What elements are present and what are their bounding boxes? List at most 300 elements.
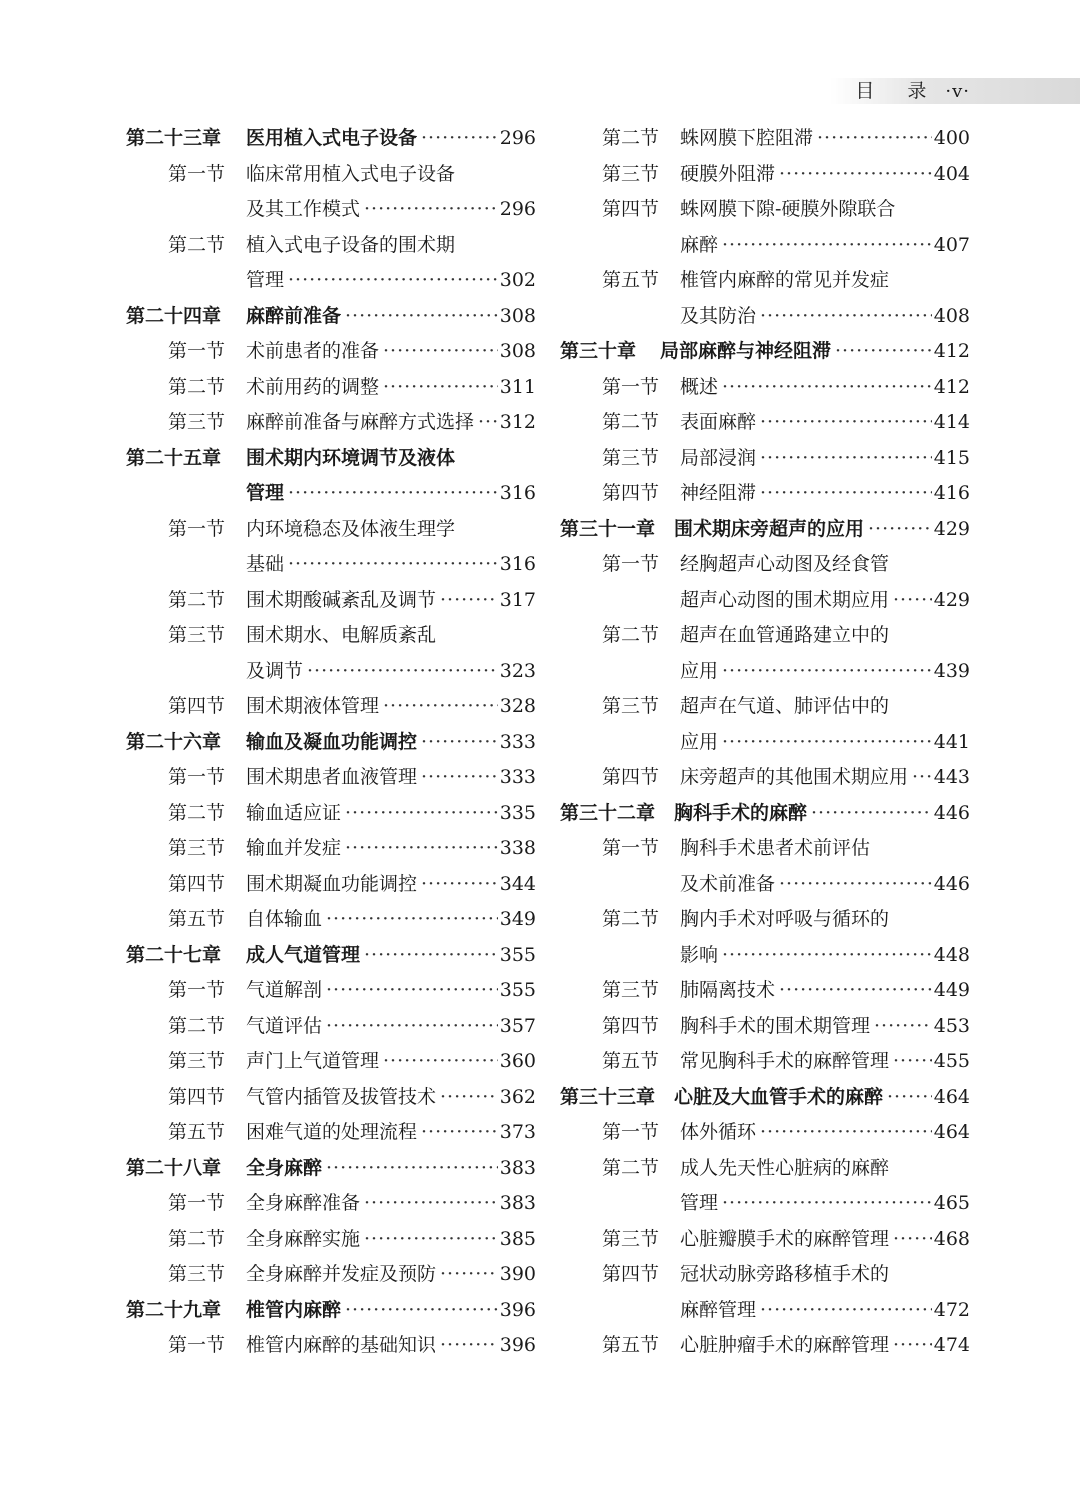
page-ref: 446 <box>933 801 970 824</box>
page-ref: 464 <box>933 1085 970 1108</box>
leader-dots <box>364 938 498 974</box>
toc-section-entry <box>560 1186 970 1222</box>
section-number: 第一节 <box>602 553 660 575</box>
toc-section-entry <box>126 192 536 228</box>
page-ref: 338 <box>499 837 536 859</box>
page-ref: 429 <box>933 588 970 611</box>
leader-dots <box>288 547 498 583</box>
leader-dots <box>893 1044 932 1080</box>
section-title: 麻醉管理 <box>680 1298 757 1321</box>
section-number: 第二节 <box>602 908 660 930</box>
chapter-number: 第二十五章 <box>126 446 222 469</box>
toc-section-entry <box>560 1328 970 1364</box>
section-number: 第三节 <box>602 446 660 469</box>
section-title: 影响 <box>680 943 719 966</box>
toc-section-entry <box>560 760 970 796</box>
leader-dots <box>364 1222 498 1258</box>
page-ref: 464 <box>933 1121 970 1143</box>
page-ref: 308 <box>499 304 536 327</box>
page-ref: 441 <box>933 730 970 753</box>
page-ref: 362 <box>499 1085 536 1108</box>
toc-section-entry <box>560 725 970 761</box>
section-title: 及调节 <box>246 659 304 682</box>
toc-section-entry <box>560 583 970 619</box>
page-ref: 400 <box>933 127 970 149</box>
section-number: 第一节 <box>168 1192 226 1214</box>
leader-dots <box>722 938 932 974</box>
running-header <box>855 78 970 104</box>
page-ref: 316 <box>499 553 536 575</box>
section-title: 气道解剖 <box>246 979 323 1001</box>
section-number: 第二节 <box>168 233 226 256</box>
leader-dots <box>760 405 932 441</box>
toc-section-entry <box>560 902 970 938</box>
section-number: 第一节 <box>602 1121 660 1143</box>
section-title: 自体输血 <box>246 908 323 930</box>
section-title: 神经阻滞 <box>680 482 757 504</box>
section-title: 围术期水、电解质紊乱 <box>246 624 437 646</box>
section-title: 蛛网膜下腔阻滞 <box>680 127 814 149</box>
chapter-number: 第三十二章 <box>560 801 656 824</box>
section-number: 第二节 <box>168 588 226 611</box>
section-title: 及其防治 <box>680 304 757 327</box>
section-title: 应用 <box>680 659 719 682</box>
section-number: 第一节 <box>168 1334 226 1356</box>
page-ref: 415 <box>933 446 970 469</box>
chapter-title: 输血及凝血功能调控 <box>246 730 418 753</box>
toc-section-entry <box>126 512 536 548</box>
section-title: 麻醉 <box>680 233 719 256</box>
section-number: 第五节 <box>602 1050 660 1072</box>
section-number: 第一节 <box>602 837 660 859</box>
page-ref: 360 <box>499 1050 536 1072</box>
section-title: 围术期酸碱紊乱及调节 <box>246 588 437 611</box>
page-ref: 465 <box>933 1192 970 1214</box>
toc-section-entry <box>126 1186 536 1222</box>
toc-section-entry <box>560 1044 970 1080</box>
chapter-title: 局部麻醉与神经阻滞 <box>660 340 832 362</box>
leader-dots <box>835 334 932 370</box>
chapter-number: 第二十八章 <box>126 1156 222 1179</box>
section-title: 椎管内麻醉的基础知识 <box>246 1334 437 1356</box>
section-title: 临床常用植入式电子设备 <box>246 162 456 185</box>
toc-section-entry <box>126 370 536 406</box>
chapter-title: 围术期床旁超声的应用 <box>674 517 865 540</box>
toc-section-entry <box>560 1222 970 1258</box>
toc-section-entry <box>560 1009 970 1045</box>
toc-section-entry <box>126 547 536 583</box>
header-title: 目 <box>855 80 876 102</box>
page-number: ·v· <box>945 81 970 102</box>
chapter-title: 胸科手术的麻醉 <box>674 801 808 824</box>
section-title: 全身麻醉准备 <box>246 1192 361 1214</box>
toc-section-entry <box>560 618 970 654</box>
toc-section-entry <box>126 263 536 299</box>
section-title: 麻醉前准备与麻醉方式选择 <box>246 411 475 433</box>
section-number: 第三节 <box>602 1227 660 1250</box>
toc-section-entry <box>560 973 970 1009</box>
section-title: 体外循环 <box>680 1121 757 1143</box>
leader-dots <box>722 1186 932 1222</box>
toc-section-entry <box>126 654 536 690</box>
chapter-title: 麻醉前准备 <box>246 304 342 327</box>
page-ref: 302 <box>499 269 536 291</box>
section-number: 第一节 <box>168 340 226 362</box>
leader-dots <box>326 1151 498 1187</box>
toc-chapter-entry <box>126 1293 536 1329</box>
page-ref: 408 <box>933 304 970 327</box>
leader-dots <box>345 831 498 867</box>
page-ref: 412 <box>933 375 970 398</box>
section-number: 第四节 <box>168 1085 226 1108</box>
toc-section-entry <box>126 1044 536 1080</box>
toc-section-entry <box>560 938 970 974</box>
toc-section-entry <box>560 405 970 441</box>
page-ref: 344 <box>499 872 536 895</box>
leader-dots <box>440 583 498 619</box>
leader-dots <box>893 583 932 619</box>
toc-section-entry <box>126 1257 536 1293</box>
leader-dots <box>421 725 498 761</box>
section-title: 超声在血管通路建立中的 <box>680 624 890 646</box>
section-number: 第二节 <box>168 1014 226 1037</box>
section-number: 第四节 <box>602 1014 660 1037</box>
leader-dots <box>760 1293 932 1329</box>
page-ref: 439 <box>933 659 970 682</box>
leader-dots <box>307 654 498 690</box>
page-ref: 296 <box>499 198 536 220</box>
page-ref: 472 <box>933 1298 970 1321</box>
section-title: 术前患者的准备 <box>246 340 380 362</box>
section-number: 第五节 <box>168 908 226 930</box>
leader-dots <box>288 263 498 299</box>
section-number: 第五节 <box>168 1121 226 1143</box>
page-ref: 407 <box>933 233 970 256</box>
chapter-title: 医用植入式电子设备 <box>246 127 418 149</box>
section-title: 心脏瓣膜手术的麻醉管理 <box>680 1227 890 1250</box>
chapter-number: 第三十章 <box>560 340 637 362</box>
toc-section-entry <box>126 902 536 938</box>
chapter-number: 第二十六章 <box>126 730 222 753</box>
toc-section-entry <box>560 1293 970 1329</box>
page-ref: 323 <box>499 659 536 682</box>
toc-section-entry <box>560 689 970 725</box>
section-number: 第一节 <box>168 979 226 1001</box>
section-number: 第二节 <box>168 801 226 824</box>
page-ref: 396 <box>499 1298 536 1321</box>
toc-section-entry <box>560 157 970 193</box>
section-number: 第一节 <box>168 517 226 540</box>
toc-section-entry <box>126 1328 536 1364</box>
leader-dots <box>440 1328 498 1364</box>
toc-section-entry <box>560 299 970 335</box>
toc-section-entry <box>126 583 536 619</box>
section-number: 第四节 <box>602 1263 660 1285</box>
page-ref: 308 <box>499 340 536 362</box>
leader-dots <box>779 157 932 193</box>
section-title: 成人先天性心脏病的麻醉 <box>680 1156 890 1179</box>
section-title: 植入式电子设备的围术期 <box>246 233 456 256</box>
toc-section-entry <box>560 263 970 299</box>
page-ref: 396 <box>499 1334 536 1356</box>
chapter-number: 第二十七章 <box>126 943 222 966</box>
leader-dots <box>421 867 498 903</box>
chapter-title: 全身麻醉 <box>246 1156 323 1179</box>
leader-dots <box>893 1328 932 1364</box>
toc-section-entry <box>560 121 970 157</box>
toc-section-entry <box>560 1151 970 1187</box>
leader-dots <box>478 405 498 441</box>
leader-dots <box>326 973 498 1009</box>
leader-dots <box>722 725 932 761</box>
section-title: 心脏肿瘤手术的麻醉管理 <box>680 1334 890 1356</box>
section-number: 第三节 <box>168 837 226 859</box>
section-title: 椎管内麻醉的常见并发症 <box>680 269 890 291</box>
toc-chapter-entry <box>126 121 536 157</box>
toc-chapter-entry <box>126 938 536 974</box>
toc-right-column <box>560 121 970 1364</box>
toc-section-entry <box>126 760 536 796</box>
page-ref: 296 <box>499 127 536 149</box>
toc-chapter-entry <box>126 441 536 477</box>
toc-section-entry <box>126 1115 536 1151</box>
leader-dots <box>364 192 498 228</box>
section-number: 第三节 <box>168 411 226 433</box>
leader-dots <box>811 796 932 832</box>
leader-dots <box>760 1115 932 1151</box>
section-number: 第五节 <box>602 269 660 291</box>
chapter-number: 第三十一章 <box>560 517 656 540</box>
page-ref: 449 <box>933 979 970 1001</box>
toc-chapter-entry <box>560 334 970 370</box>
page-ref: 373 <box>499 1121 536 1143</box>
section-number: 第三节 <box>602 979 660 1001</box>
section-title: 基础 <box>246 553 285 575</box>
section-number: 第三节 <box>168 1263 226 1285</box>
leader-dots <box>760 476 932 512</box>
section-number: 第二节 <box>602 127 660 149</box>
toc-section-entry <box>126 796 536 832</box>
section-number: 第一节 <box>168 162 226 185</box>
section-title: 局部浸润 <box>680 446 757 469</box>
toc-section-entry <box>560 192 970 228</box>
page-ref: 468 <box>933 1227 970 1250</box>
section-title: 经胸超声心动图及经食管 <box>680 553 890 575</box>
leader-dots <box>345 796 498 832</box>
section-title: 气道评估 <box>246 1014 323 1037</box>
section-number: 第二节 <box>168 1227 226 1250</box>
section-number: 第二节 <box>168 375 226 398</box>
section-title: 围术期患者血液管理 <box>246 766 418 788</box>
section-title: 肺隔离技术 <box>680 979 776 1001</box>
leader-dots <box>887 1080 932 1116</box>
section-number: 第四节 <box>602 198 660 220</box>
page-ref: 383 <box>499 1156 536 1179</box>
section-title: 围术期凝血功能调控 <box>246 872 418 895</box>
leader-dots <box>779 973 932 1009</box>
section-title: 内环境稳态及体液生理学 <box>246 517 456 540</box>
toc-chapter-entry <box>560 796 970 832</box>
toc-section-entry <box>126 157 536 193</box>
section-number: 第二节 <box>602 1156 660 1179</box>
page-ref: 328 <box>499 695 536 717</box>
section-title: 全身麻醉实施 <box>246 1227 361 1250</box>
leader-dots <box>722 228 932 264</box>
toc-section-entry <box>560 476 970 512</box>
leader-dots <box>345 1293 498 1329</box>
leader-dots <box>326 902 498 938</box>
toc-section-entry <box>560 228 970 264</box>
section-title: 输血适应证 <box>246 801 342 824</box>
section-number: 第五节 <box>602 1334 660 1356</box>
section-title: 表面麻醉 <box>680 411 757 433</box>
page-ref: 446 <box>933 872 970 895</box>
section-title: 气管内插管及拔管技术 <box>246 1085 437 1108</box>
section-title: 输血并发症 <box>246 837 342 859</box>
chapter-title: 成人气道管理 <box>246 943 361 966</box>
leader-dots <box>383 334 498 370</box>
section-number: 第四节 <box>168 872 226 895</box>
page-ref: 474 <box>933 1334 970 1356</box>
section-title: 胸内手术对呼吸与循环的 <box>680 908 890 930</box>
toc-section-entry <box>126 334 536 370</box>
leader-dots <box>421 760 498 796</box>
section-number: 第三节 <box>602 162 660 185</box>
toc-chapter-entry <box>560 512 970 548</box>
toc-section-entry <box>560 547 970 583</box>
section-title: 管理 <box>680 1192 719 1214</box>
section-title: 及术前准备 <box>680 872 776 895</box>
leader-dots <box>874 1009 932 1045</box>
leader-dots <box>912 760 932 796</box>
leader-dots <box>383 689 498 725</box>
chapter-number: 第二十三章 <box>126 127 222 149</box>
page-ref: 416 <box>933 482 970 504</box>
section-title: 管理 <box>246 269 285 291</box>
page-ref: 335 <box>499 801 536 824</box>
section-title: 超声在气道、肺评估中的 <box>680 695 890 717</box>
toc-section-entry <box>126 1222 536 1258</box>
section-title: 声门上气道管理 <box>246 1050 380 1072</box>
toc-section-entry <box>560 831 970 867</box>
toc-section-entry <box>560 1115 970 1151</box>
section-title: 冠状动脉旁路移植手术的 <box>680 1263 890 1285</box>
page-ref: 448 <box>933 943 970 966</box>
section-title: 应用 <box>680 730 719 753</box>
chapter-number: 第三十三章 <box>560 1085 656 1108</box>
toc-section-entry <box>126 1009 536 1045</box>
section-title: 概述 <box>680 375 719 398</box>
page-ref: 355 <box>499 943 536 966</box>
leader-dots <box>288 476 498 512</box>
page-ref: 357 <box>499 1014 536 1037</box>
toc-section-entry <box>126 831 536 867</box>
section-number: 第三节 <box>602 695 660 717</box>
chapter-title: 管理 <box>246 482 285 504</box>
section-number: 第二节 <box>602 624 660 646</box>
section-title: 胸科手术患者术前评估 <box>680 837 871 859</box>
page-ref: 312 <box>499 411 536 433</box>
toc-section-entry <box>560 370 970 406</box>
chapter-title: 椎管内麻醉 <box>246 1298 342 1321</box>
page-ref: 355 <box>499 979 536 1001</box>
toc-section-entry <box>126 228 536 264</box>
toc-section-entry <box>560 654 970 690</box>
section-title: 蛛网膜下隙-硬膜外隙联合 <box>680 198 896 220</box>
section-number: 第二节 <box>602 411 660 433</box>
section-number: 第四节 <box>602 766 660 788</box>
section-number: 第四节 <box>168 695 226 717</box>
leader-dots <box>779 867 932 903</box>
section-title: 常见胸科手术的麻醉管理 <box>680 1050 890 1072</box>
chapter-title: 围术期内环境调节及液体 <box>246 446 456 469</box>
page-ref: 333 <box>499 730 536 753</box>
leader-dots <box>817 121 932 157</box>
leader-dots <box>364 1186 498 1222</box>
toc-section-entry <box>126 618 536 654</box>
toc-section-entry <box>126 973 536 1009</box>
toc-section-entry <box>126 867 536 903</box>
page-ref: 349 <box>499 908 536 930</box>
leader-dots <box>760 299 932 335</box>
section-title: 及其工作模式 <box>246 198 361 220</box>
leader-dots <box>383 370 498 406</box>
leader-dots <box>421 121 498 157</box>
section-title: 床旁超声的其他围术期应用 <box>680 766 909 788</box>
section-number: 第一节 <box>168 766 226 788</box>
page-ref: 429 <box>933 517 970 540</box>
toc-section-entry <box>560 867 970 903</box>
section-title: 困难气道的处理流程 <box>246 1121 418 1143</box>
page-ref: 333 <box>499 766 536 788</box>
page-ref: 453 <box>933 1014 970 1037</box>
section-number: 第一节 <box>602 375 660 398</box>
section-title: 胸科手术的围术期管理 <box>680 1014 871 1037</box>
toc-chapter-entry <box>126 1151 536 1187</box>
header-title-2: 录 <box>907 80 928 102</box>
section-number: 第三节 <box>168 624 226 646</box>
leader-dots <box>440 1257 498 1293</box>
section-number: 第三节 <box>168 1050 226 1072</box>
toc-section-entry <box>560 1257 970 1293</box>
toc-chapter-entry <box>126 476 536 512</box>
leader-dots <box>868 512 932 548</box>
leader-dots <box>421 1115 498 1151</box>
section-title: 围术期液体管理 <box>246 695 380 717</box>
toc-section-entry <box>126 1080 536 1116</box>
section-title: 超声心动图的围术期应用 <box>680 588 890 611</box>
section-title: 全身麻醉并发症及预防 <box>246 1263 437 1285</box>
toc-section-entry <box>126 405 536 441</box>
page-ref: 412 <box>933 340 970 362</box>
page-ref: 390 <box>499 1263 536 1285</box>
page-ref: 404 <box>933 162 970 185</box>
section-title: 硬膜外阻滞 <box>680 162 776 185</box>
toc-chapter-entry <box>126 299 536 335</box>
leader-dots <box>345 299 498 335</box>
leader-dots <box>760 441 932 477</box>
toc-left-column <box>126 121 536 1364</box>
leader-dots <box>326 1009 498 1045</box>
toc-section-entry <box>560 441 970 477</box>
page-ref: 311 <box>499 375 536 398</box>
toc-chapter-entry <box>126 725 536 761</box>
toc-section-entry <box>126 689 536 725</box>
section-number: 第四节 <box>602 482 660 504</box>
page-ref: 385 <box>499 1227 536 1250</box>
chapter-number: 第二十四章 <box>126 304 222 327</box>
page-ref: 455 <box>933 1050 970 1072</box>
